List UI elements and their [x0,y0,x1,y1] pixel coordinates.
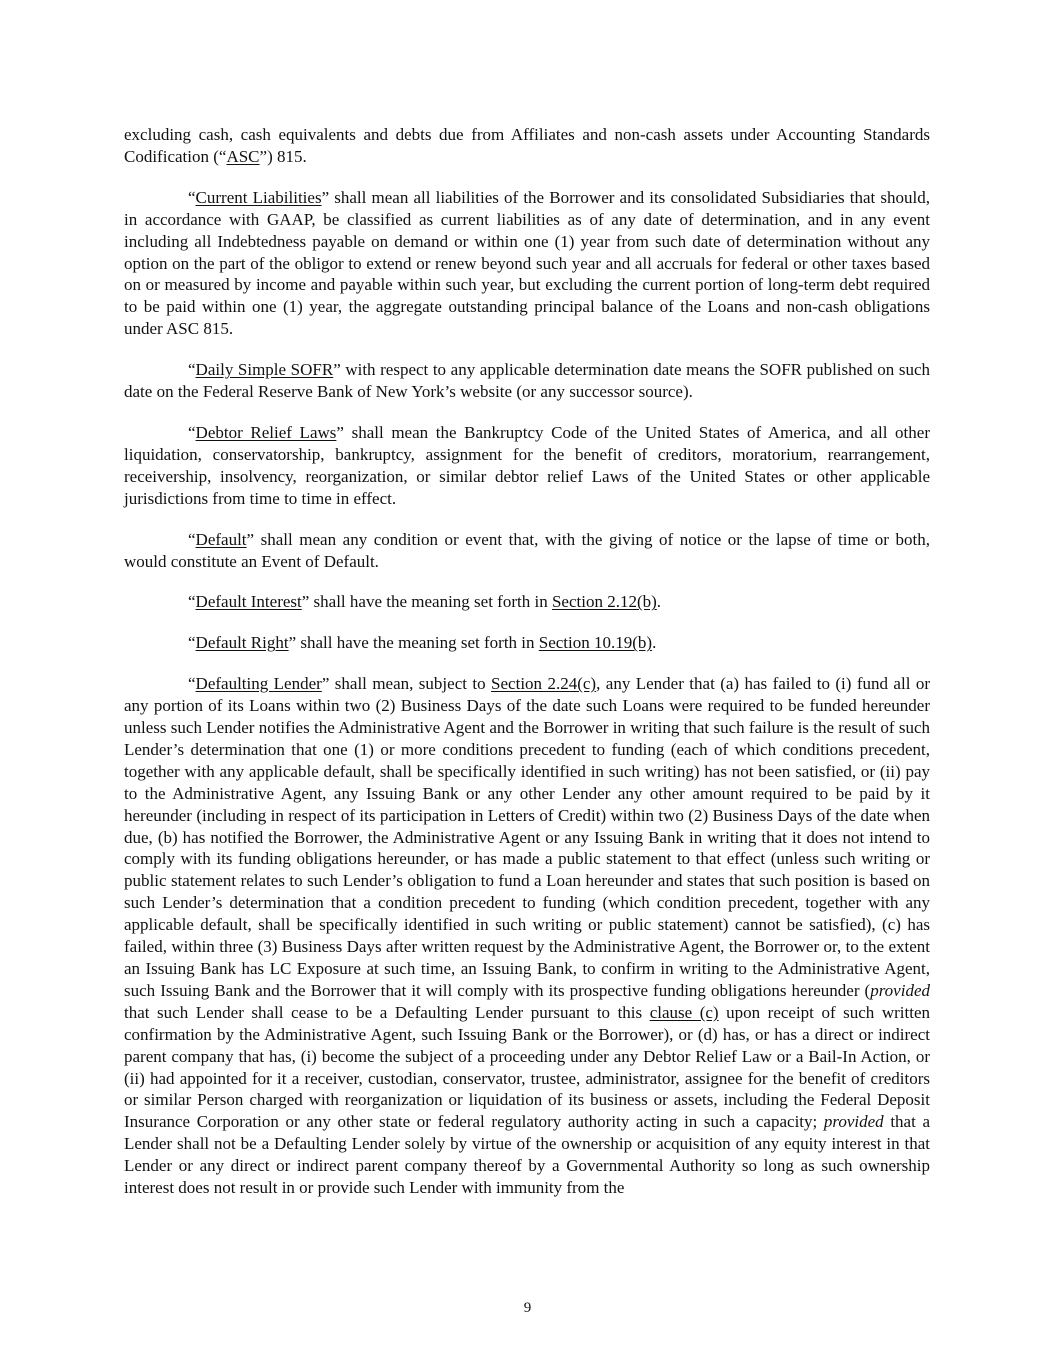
emphasis-text: provided [823,1112,884,1132]
text-run: excluding cash, cash equivalents and debts due from Affiliates and non-cash assets under Accounting Standards Codification (“ [124,125,930,166]
text-run: ” shall mean, subject to [321,674,492,694]
continuation-paragraph [124,124,930,168]
defined-term: Default [195,529,247,549]
text-run: “ [188,360,196,380]
defined-term: Daily Simple SOFR [195,360,334,380]
defined-term: Default Right [195,633,289,653]
definition-paragraph [124,187,930,340]
cross-reference: clause (c) [649,1002,719,1022]
defined-term: Debtor Relief Laws [195,422,337,442]
text-run: “ [188,592,196,612]
text-run: that a Lender shall not be a Defaulting Lender solely by virtue of the ownership or acquisition of any equity interest in that Lender or any direct or indirect parent company thereof by a Governmental Authority so long as such ownership interest does not result in or provide such Lender with immunity from the [124,1112,930,1198]
text-run: . [656,592,662,612]
definition-paragraph [124,529,930,573]
defined-term: Current Liabilities [195,187,322,207]
defined-term: ASC [226,146,260,166]
text-run: “ [188,422,196,442]
text-run: “ [188,529,196,549]
text-run: ” shall mean any condition or event that, with the giving of notice or the lapse of time or both, would constitute an Event of Default. [124,529,930,571]
text-run: “ [188,187,196,207]
definition-paragraph [124,632,930,654]
defined-term: Default Interest [195,592,302,612]
definition-paragraph [124,422,930,510]
text-run: ” shall mean the Bankruptcy Code of the United States of America, and all other liquidation, conservatorship, bankruptcy, assignment for the benefit of creditors, moratorium, rearrangement, receivership, insolvency, reorganization, or similar debtor relief Laws of the United States or other applicable jurisdictions from time to time in effect. [124,422,930,508]
definition-paragraph [124,591,930,613]
text-run: “ [188,674,196,694]
text-run: upon receipt of such written confirmation by the Administrative Agent, such Issuing Bank or the Borrower), or (d) has, or has a direct or indirect parent company that has, (i) become the subject of a proceeding under any Debtor Relief Law or a Bail-In Action, or (ii) had appointed for it a receiver, custodian, conservator, trustee, administrator, assignee for the benefit of creditors or similar Person charged with reorganization or liquidation of its business or assets, including the Federal Deposit Insurance Corporation or any other state or federal regulatory authority acting in such a capacity; [124,1002,930,1132]
text-run: , any Lender that (a) has failed to (i) fund all or any portion of its Loans within two (2) Business Days of the date such Loans were required to be funded hereunder unless such Lender notifies the Administrative Agent and the Borrower in writing that such failure is the result of such Lender’s determination that one (1) or more conditions precedent to funding (each of which conditions precedent, together with any applicable default, shall be specifically identified in such writing) has not been satisfied, or (ii) pay to the Administrative Agent, any Issuing Bank or any other Lender any other amount required to be paid by it hereunder (including in respect of its participation in Letters of Credit) within two (2) Business Days of the date when due, (b) has notified the Borrower, the Administrative Agent or any Issuing Bank in writing that it does not intend to comply with its funding obligations hereunder, or has made a public statement to that effect (unless such writing or public statement relates to such Lender’s obligation to fund a Loan hereunder and states that such position is based on such Lender’s determination that a condition precedent to funding (which condition precedent, together with any applicable default, shall be specifically identified in such writing or public statement) cannot be satisfied), (c) has failed, within three (3) Business Days after written request by the Administrative Agent, the Borrower or, to the extent an Issuing Bank has LC Exposure at such time, an Issuing Bank, to confirm in writing to the Administrative Agent, such Issuing Bank and the Borrower that it will comply with its prospective funding obligations hereunder ( [124,674,931,1000]
emphasis-text: provided [870,980,930,1000]
text-run: ” shall have the meaning set forth in [301,592,552,612]
page-number: 9 [523,1300,532,1316]
text-run: ”) 815. [259,146,307,166]
cross-reference: Section 2.12(b) [551,592,657,612]
cross-reference: Section 2.24(c) [491,674,597,694]
text-run: ” with respect to any applicable determination date means the SOFR published on such date on the Federal Reserve Bank of New York’s website (or any successor source). [124,360,931,402]
definition-paragraph [124,673,930,1199]
text-run: ” shall have the meaning set forth in [288,633,539,653]
text-run: ” shall mean all liabilities of the Borrower and its consolidated Subsidiaries that should, in accordance with GAAP, be classified as current liabilities as of any date of determination, and in any event including all Indebtedness payable on demand or within one (1) year from such date of determination without any option on the part of the obligor to extend or renew beyond such year and all accruals for federal or other taxes based on or measured by income and payable within such year, but excluding the current portion of long-term debt required to be paid within one (1) year, the aggregate outstanding principal balance of the Loans and non-cash obligations under ASC 815. [124,187,930,339]
text-run: . [652,633,657,653]
document-body [124,124,930,1199]
text-run: “ [188,633,196,653]
definition-paragraph [124,359,930,403]
cross-reference: Section 10.19(b) [538,633,653,653]
text-run: that such Lender shall cease to be a Defaulting Lender pursuant to this [124,1002,650,1022]
defined-term: Defaulting Lender [195,674,322,694]
